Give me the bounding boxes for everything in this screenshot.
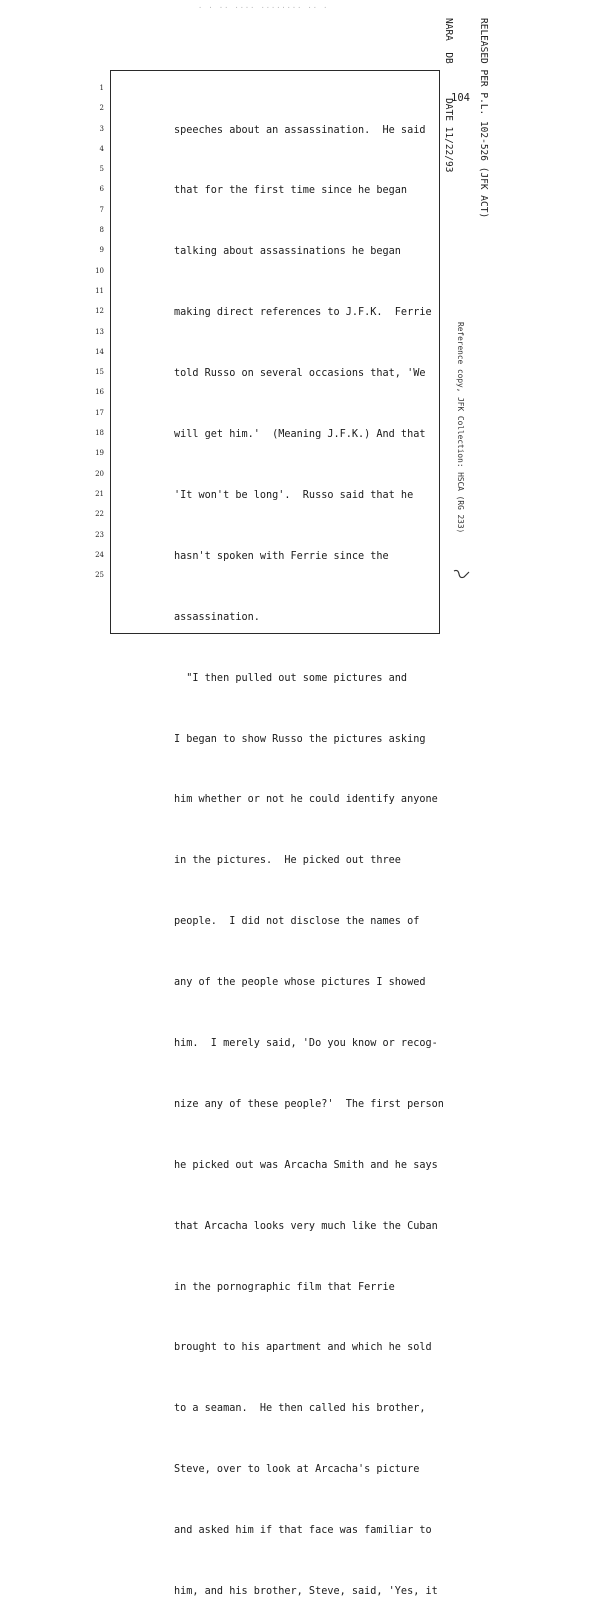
line-number: 25 bbox=[95, 571, 104, 580]
transcript-line: he picked out was Arcacha Smith and he says bbox=[174, 1159, 438, 1171]
line-number: 2 bbox=[99, 104, 104, 113]
line-number-column bbox=[82, 78, 104, 585]
line-number: 5 bbox=[99, 165, 104, 174]
line-number: 10 bbox=[95, 266, 104, 275]
transcript-line: nize any of these people?' The first person bbox=[174, 1098, 444, 1110]
line-number: 11 bbox=[95, 286, 104, 295]
line-number: 17 bbox=[95, 408, 104, 417]
transcript-body bbox=[174, 80, 444, 1623]
line-number: 24 bbox=[95, 550, 104, 559]
transcript-line: I began to show Russo the pictures asking bbox=[174, 733, 426, 745]
transcript-line: hasn't spoken with Ferrie since the bbox=[174, 550, 389, 562]
transcript-line: talking about assassinations he began bbox=[174, 246, 401, 258]
release-stamp-line: RELEASED PER P.L. 102-526 (JFK ACT) bbox=[478, 18, 489, 219]
transcript-line: that for the first time since he began bbox=[174, 185, 408, 197]
transcript-line: will get him.' (Meaning J.F.K.) And that bbox=[174, 429, 426, 441]
line-number: 9 bbox=[99, 246, 104, 255]
transcript-line: and asked him if that face was familiar to bbox=[174, 1525, 432, 1537]
line-number: 3 bbox=[99, 124, 104, 133]
transcript-line: assassination. bbox=[174, 611, 260, 623]
transcript-line: brought to his apartment and which he sold bbox=[174, 1342, 432, 1354]
line-number: 7 bbox=[99, 205, 104, 214]
transcript-line: people. I did not disclose the names of bbox=[174, 916, 420, 928]
line-number: 13 bbox=[95, 327, 104, 336]
line-number: 8 bbox=[99, 226, 104, 235]
transcript-line: Steve, over to look at Arcacha's picture bbox=[174, 1464, 420, 1476]
transcript-line: in the pictures. He picked out three bbox=[174, 855, 401, 867]
transcript-line: that Arcacha looks very much like the Cuban bbox=[174, 1220, 438, 1232]
transcript-line: making direct references to J.F.K. Ferrie bbox=[174, 307, 432, 319]
line-number: 14 bbox=[95, 347, 104, 356]
reference-copy-note: Reference copy, JFK Collection: HSCA (RG 233) bbox=[456, 322, 465, 534]
transcript-line: 'It won't be long'. Russo said that he bbox=[174, 489, 414, 501]
transcript-line: any of the people whose pictures I showed bbox=[174, 977, 426, 989]
handwritten-mark-icon bbox=[452, 568, 472, 582]
page-number: 104 bbox=[451, 92, 470, 104]
header-smudge: · · ·· ···· ········ ·· · bbox=[198, 4, 329, 12]
line-number: 21 bbox=[95, 489, 104, 498]
release-stamp bbox=[432, 18, 513, 218]
line-number: 15 bbox=[95, 368, 104, 377]
line-number: 20 bbox=[95, 469, 104, 478]
line-number: 6 bbox=[99, 185, 104, 194]
line-number: 16 bbox=[95, 388, 104, 397]
line-number: 4 bbox=[99, 144, 104, 153]
line-number: 22 bbox=[95, 510, 104, 519]
transcript-line: told Russo on several occasions that, 'We bbox=[174, 368, 426, 380]
transcript-line: "I then pulled out some pictures and bbox=[174, 672, 408, 684]
transcript-line: him, and his brother, Steve, said, 'Yes, it bbox=[174, 1585, 438, 1597]
line-number: 19 bbox=[95, 449, 104, 458]
release-stamp-date-line: NARA DB DATE 11/22/93 bbox=[443, 18, 455, 173]
transcript-line: speeches about an assassination. He said bbox=[174, 124, 426, 136]
transcript-line: in the pornographic film that Ferrie bbox=[174, 1281, 395, 1293]
transcript-line: to a seaman. He then called his brother, bbox=[174, 1403, 426, 1415]
line-number: 12 bbox=[95, 307, 104, 316]
transcript-line: him whether or not he could identify anyone bbox=[174, 794, 438, 806]
line-number: 23 bbox=[95, 530, 104, 539]
line-number: 18 bbox=[95, 429, 104, 438]
transcript-line: him. I merely said, 'Do you know or recog- bbox=[174, 1037, 438, 1049]
line-number: 1 bbox=[99, 84, 104, 92]
